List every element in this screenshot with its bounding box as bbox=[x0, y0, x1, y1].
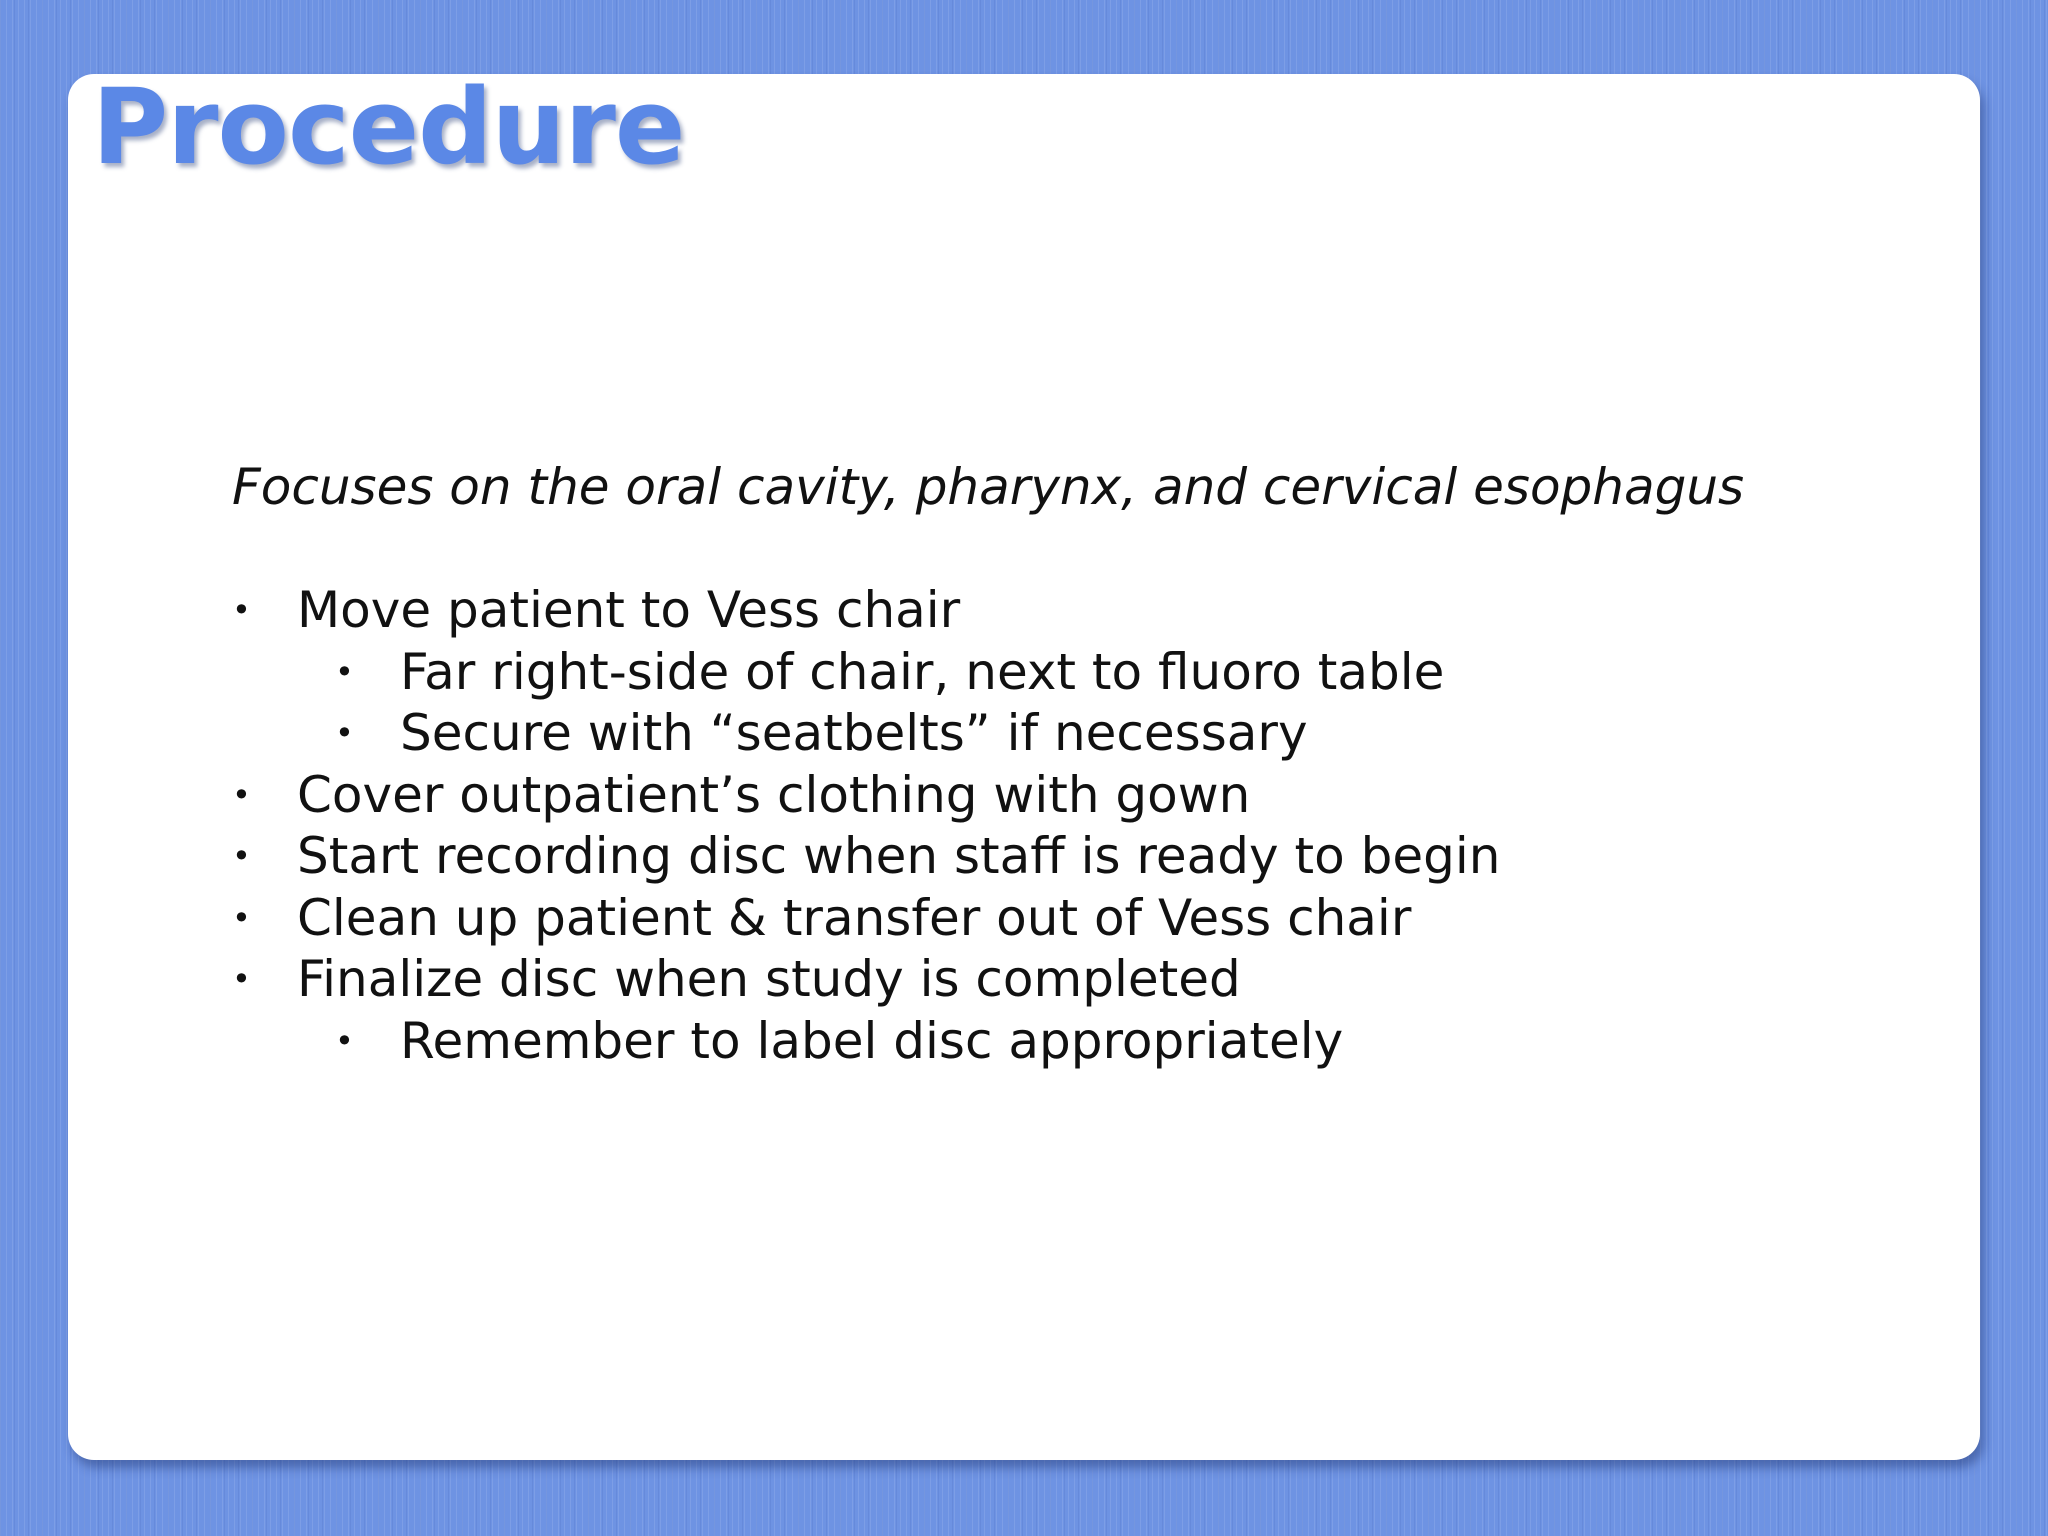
bullet-dot-icon: • bbox=[232, 775, 251, 814]
sub-bullet-item bbox=[232, 1011, 1500, 1073]
bullet-dot-icon: • bbox=[232, 898, 251, 937]
bullet-item bbox=[232, 826, 1500, 888]
bullet-dot-icon: • bbox=[335, 1021, 354, 1060]
bullet-dot-icon: • bbox=[232, 837, 251, 875]
bullet-text: Cover outpatient’s clothing with gown bbox=[297, 765, 1251, 824]
bullet-text: Finalize disc when study is completed bbox=[297, 950, 1241, 1008]
bullet-dot-icon: • bbox=[335, 652, 354, 691]
bullet-dot-icon: • bbox=[232, 591, 251, 629]
bullet-item bbox=[232, 765, 1500, 827]
sub-bullet-item bbox=[232, 703, 1500, 765]
bullet-dot-icon: • bbox=[335, 714, 354, 752]
bullet-text: Remember to label disc appropriately bbox=[400, 1011, 1344, 1070]
bullet-item bbox=[232, 949, 1500, 1011]
bullet-text: Secure with “seatbelts” if necessary bbox=[400, 704, 1308, 762]
slide-title: Procedure bbox=[92, 66, 685, 188]
bullet-item bbox=[232, 580, 1500, 642]
bullet-text: Far right-side of chair, next to fluoro table bbox=[400, 642, 1445, 701]
bullet-dot-icon: • bbox=[232, 960, 251, 998]
bullet-text: Move patient to Vess chair bbox=[297, 581, 961, 639]
slide-subtitle: Focuses on the oral cavity, pharynx, and cervical esophagus bbox=[232, 458, 1745, 516]
bullet-item bbox=[232, 888, 1500, 950]
bullet-list bbox=[232, 580, 1500, 1072]
bullet-text: Clean up patient & transfer out of Vess chair bbox=[297, 888, 1412, 947]
bullet-text: Start recording disc when staff is ready to begin bbox=[297, 827, 1501, 885]
sub-bullet-item bbox=[232, 642, 1500, 704]
